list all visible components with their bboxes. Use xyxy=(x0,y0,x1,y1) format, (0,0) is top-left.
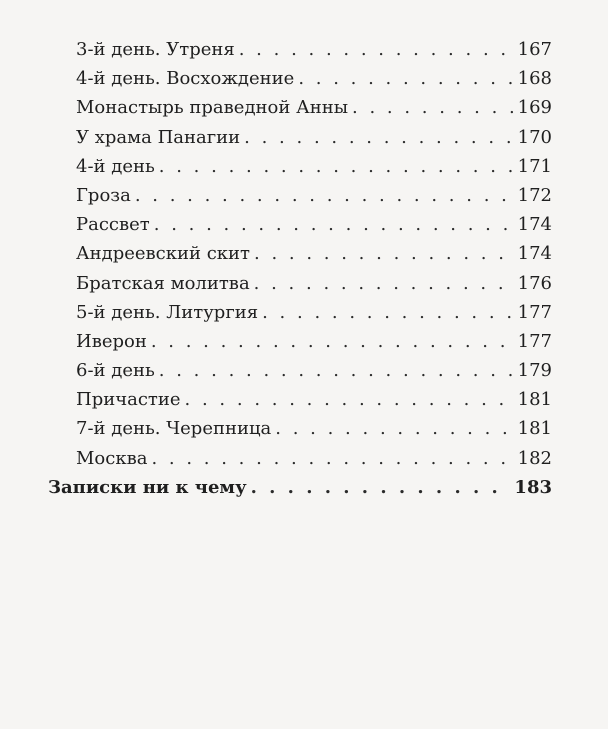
toc-entry-title: 4-й день xyxy=(76,155,155,177)
dot-leader xyxy=(244,123,513,152)
toc-entry xyxy=(48,93,552,122)
toc-entry xyxy=(48,269,552,298)
toc-entry xyxy=(48,444,552,473)
toc-entry-title: Рассвет xyxy=(76,214,150,236)
toc-entry-page: 174 xyxy=(517,214,552,236)
toc-entry-title: Иверон xyxy=(76,330,147,352)
toc-entry xyxy=(48,327,552,356)
toc-entry-title: Москва xyxy=(76,447,148,469)
dot-leader xyxy=(352,93,514,122)
toc-entry-title: 3-й день. Утреня xyxy=(76,39,235,60)
toc-entry-page: 167 xyxy=(517,39,552,60)
toc-entry-page: 182 xyxy=(517,447,552,469)
toc-entry xyxy=(48,64,552,93)
toc-chapter-title: Записки ни к чему xyxy=(48,476,247,498)
toc-entry-page: 181 xyxy=(517,389,552,411)
dot-leader xyxy=(154,210,514,239)
toc-entry-page: 172 xyxy=(517,184,552,206)
dot-leader xyxy=(254,239,514,268)
toc-entry xyxy=(48,152,552,181)
toc-entry xyxy=(48,356,552,385)
toc-entry-title: 6-й день xyxy=(76,360,155,382)
toc-entry xyxy=(48,35,552,64)
toc-entry-page: 168 xyxy=(517,68,552,90)
toc-chapter xyxy=(48,473,552,502)
dot-leader xyxy=(251,473,511,502)
toc-entry-page: 176 xyxy=(517,272,552,294)
dot-leader xyxy=(262,298,514,327)
toc-entry xyxy=(48,298,552,327)
toc-entry-page: 174 xyxy=(517,243,552,265)
toc-entry-title: Братская молитва xyxy=(76,272,250,294)
toc-entry-title: 5-й день. Литургия xyxy=(76,301,259,323)
dot-leader xyxy=(159,356,514,385)
toc-chapter-page: 183 xyxy=(514,476,552,498)
toc-entry-title: 4-й день. Восхождение xyxy=(76,68,295,90)
toc-entry-title: Монастырь праведной Анны xyxy=(76,97,349,119)
dot-leader xyxy=(135,181,514,210)
toc-entry xyxy=(48,181,552,210)
toc-entry-page: 181 xyxy=(517,418,552,440)
toc-entry-title: Гроза xyxy=(76,184,131,206)
toc-entry-title: 7-й день. Черепница xyxy=(76,418,272,440)
toc-entry xyxy=(48,239,552,268)
dot-leader xyxy=(275,414,513,443)
toc-entry-page: 177 xyxy=(517,301,552,323)
toc-entry xyxy=(48,385,552,414)
toc-entry xyxy=(48,123,552,152)
dot-leader xyxy=(254,269,514,298)
toc-entry xyxy=(48,414,552,443)
toc-entry-page: 171 xyxy=(517,155,552,177)
toc-entry-title: У храма Панагии xyxy=(76,126,241,148)
dot-leader xyxy=(151,327,514,356)
table-of-contents xyxy=(48,35,552,502)
toc-entry-page: 177 xyxy=(517,330,552,352)
toc-entry-title: Причастие xyxy=(76,389,181,411)
toc-entry-page: 179 xyxy=(517,360,552,382)
toc-entry-page: 169 xyxy=(517,97,552,119)
toc-entry-title: Андреевский скит xyxy=(76,243,251,265)
dot-leader xyxy=(159,152,514,181)
dot-leader xyxy=(185,385,514,414)
dot-leader xyxy=(151,444,513,473)
dot-leader xyxy=(239,35,514,64)
toc-entry-page: 170 xyxy=(517,126,552,148)
toc-entry xyxy=(48,210,552,239)
dot-leader xyxy=(298,64,513,93)
